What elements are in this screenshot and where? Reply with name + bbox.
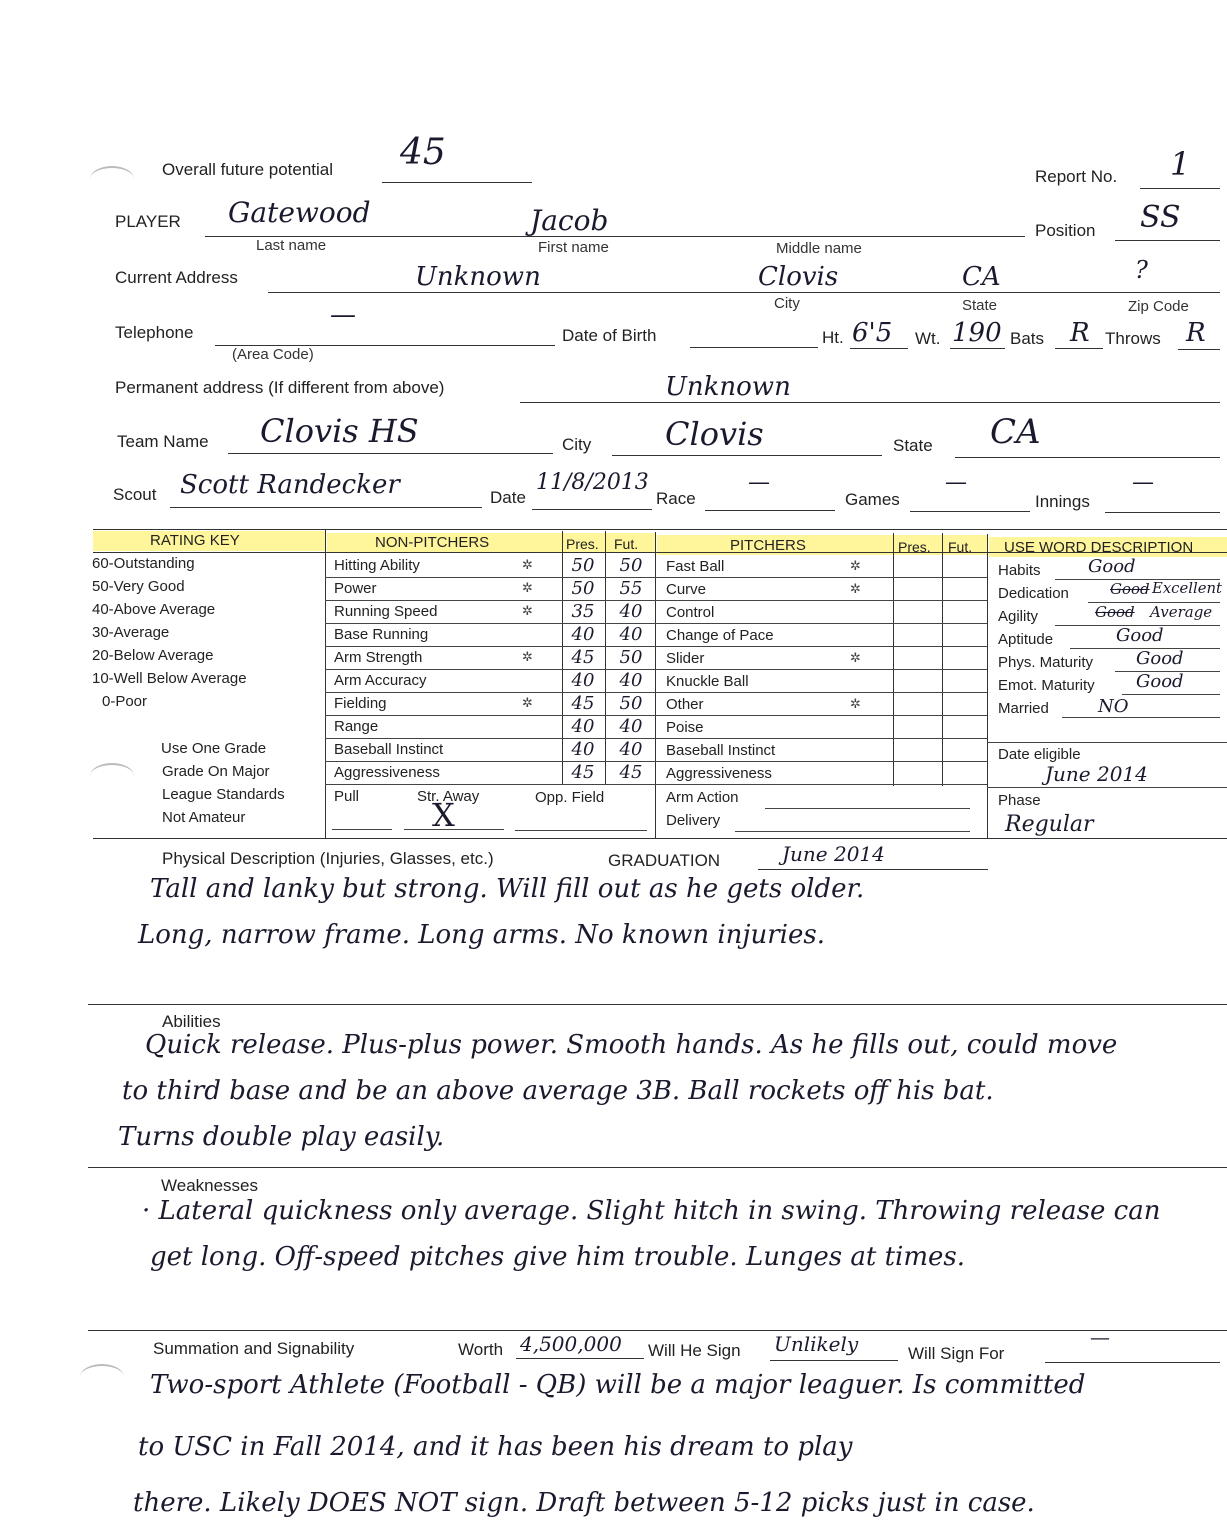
non-pitcher-fut-grade: 50: [619, 693, 643, 714]
pitcher-row-label: Fast Ball: [666, 558, 725, 575]
will-sign-value: Unlikely: [774, 1332, 859, 1356]
scout-value: Scott Randecker: [180, 470, 400, 500]
non-pitcher-fut-grade: 55: [619, 578, 643, 599]
rating-key-note: League Standards: [162, 786, 285, 803]
pitcher-row-label: Curve: [666, 581, 707, 598]
asterisk-icon: ✲: [522, 581, 533, 596]
punch-hole: [80, 1364, 124, 1390]
pitcher-row-label: Control: [666, 604, 715, 621]
word-desc-value: Good: [1088, 556, 1136, 577]
graduation-label: GRADUATION: [608, 851, 721, 870]
rating-key-item: 50-Very Good: [92, 578, 185, 595]
race-value: —: [748, 470, 770, 495]
weaknesses-line: get long. Off-speed pitches give him trouble. Lunges at times.: [150, 1242, 965, 1272]
punch-hole: [90, 166, 134, 192]
word-desc-label: Emot. Maturity: [998, 677, 1095, 694]
rating-key-item: 60-Outstanding: [92, 555, 195, 572]
word-desc-value: Excellent: [1152, 580, 1222, 597]
non-pitcher-fut-grade: 50: [619, 647, 643, 668]
innings-value: —: [1132, 470, 1154, 495]
will-sign-for-label: Will Sign For: [908, 1344, 1005, 1363]
permanent-address-label: Permanent address (If different from above): [115, 378, 445, 397]
weaknesses-line: · Lateral quickness only average. Slight hitch in swing. Throwing release can: [142, 1196, 1161, 1226]
rating-key-item: 30-Average: [92, 624, 170, 641]
non-pitcher-row-label: Fielding: [334, 695, 387, 712]
word-desc-value: Average: [1150, 603, 1213, 621]
non-pitcher-fut-grade: 45: [619, 762, 643, 783]
word-desc-struck-value: Good: [1095, 603, 1135, 621]
team-name-value: Clovis HS: [260, 412, 419, 450]
physical-description-line: Long, narrow frame. Long arms. No known injuries.: [138, 920, 825, 950]
weight-label: Wt.: [915, 329, 941, 348]
games-label: Games: [845, 490, 900, 509]
player-label: PLAYER: [115, 212, 181, 231]
address-state-value: CA: [962, 262, 1001, 292]
word-desc-value: Good: [1136, 671, 1184, 692]
punch-hole: [90, 763, 134, 789]
pitcher-row-label: Change of Pace: [666, 627, 774, 644]
pitcher-row-label: Aggressiveness: [666, 765, 772, 782]
asterisk-icon: ✲: [850, 582, 861, 597]
will-sign-label: Will He Sign: [648, 1341, 741, 1360]
zip-caption: Zip Code: [1128, 298, 1189, 315]
word-desc-label: Dedication: [998, 585, 1069, 602]
permanent-address-value: Unknown: [665, 372, 791, 402]
abilities-line: Turns double play easily.: [118, 1122, 445, 1152]
non-pitcher-fut-grade: 40: [619, 624, 643, 645]
player-last-name: Gatewood: [228, 196, 371, 229]
opposite-field-label: Opp. Field: [535, 789, 605, 806]
asterisk-icon: ✲: [850, 559, 861, 574]
non-pitcher-row-label: Running Speed: [334, 603, 438, 620]
position-label: Position: [1035, 221, 1096, 240]
asterisk-icon: ✲: [850, 697, 861, 712]
rating-key-item: 10-Well Below Average: [92, 670, 247, 687]
non-pitcher-row-label: Range: [334, 718, 379, 735]
straight-away-mark: X: [432, 796, 455, 834]
area-code-caption: (Area Code): [232, 346, 314, 363]
weight-value: 190: [952, 318, 1002, 348]
last-name-caption: Last name: [256, 237, 327, 254]
pitcher-row-label: Poise: [666, 719, 704, 736]
throws-value: R: [1186, 318, 1206, 348]
pull-label: Pull: [334, 788, 360, 805]
position-value: SS: [1140, 200, 1181, 235]
non-pitcher-row-label: Power: [334, 580, 377, 597]
rating-key-item: 0-Poor: [102, 693, 148, 710]
address-city-value: Clovis: [758, 262, 839, 292]
non-pitcher-pres-grade: 50: [571, 555, 595, 576]
arm-action-label: Arm Action: [666, 789, 739, 806]
pitcher-row-label: Baseball Instinct: [666, 742, 776, 759]
non-pitchers-pres-header: Pres.: [566, 536, 599, 552]
date-eligible-label: Date eligible: [998, 746, 1081, 763]
straight-away-label: Str. Away: [417, 788, 480, 805]
phase-label: Phase: [998, 792, 1041, 809]
will-sign-for-value: —: [1090, 1325, 1110, 1349]
summation-line: to USC in Fall 2014, and it has been his dream to play: [138, 1432, 853, 1462]
worth-label: Worth: [458, 1340, 504, 1359]
player-first-name: Jacob: [530, 204, 609, 237]
height-value: 6'5: [852, 318, 893, 348]
non-pitcher-pres-grade: 40: [571, 716, 595, 737]
report-no-value: 1: [1170, 145, 1191, 183]
physical-description-label: Physical Description (Injuries, Glasses, etc.): [162, 849, 494, 868]
word-desc-label: Phys. Maturity: [998, 654, 1094, 671]
race-label: Race: [656, 489, 696, 508]
non-pitcher-fut-grade: 40: [619, 739, 643, 760]
non-pitcher-pres-grade: 40: [571, 739, 595, 760]
abilities-line: Quick release. Plus-plus power. Smooth hands. As he fills out, could move: [145, 1030, 1118, 1060]
non-pitcher-pres-grade: 40: [571, 670, 595, 691]
summation-label: Summation and Signability: [153, 1339, 355, 1358]
games-value: —: [945, 470, 967, 495]
overall-potential-value: 45: [400, 132, 446, 173]
non-pitcher-fut-grade: 40: [619, 670, 643, 691]
date-eligible-value: June 2014: [1045, 762, 1148, 786]
rating-key-item: 20-Below Average: [92, 647, 214, 664]
asterisk-icon: ✲: [522, 696, 533, 711]
delivery-label: Delivery: [666, 812, 721, 829]
overall-potential-label: Overall future potential: [162, 160, 334, 179]
non-pitcher-row-label: Base Running: [334, 626, 429, 643]
pitcher-row-label: Slider: [666, 650, 705, 667]
pitchers-pres-header: Pres.: [898, 539, 931, 555]
non-pitcher-fut-grade: 40: [619, 716, 643, 737]
word-desc-label: Aptitude: [998, 631, 1054, 648]
word-desc-label: Married: [998, 700, 1049, 717]
asterisk-icon: ✲: [522, 604, 533, 619]
non-pitcher-row-label: Arm Strength: [334, 649, 423, 666]
height-label: Ht.: [822, 328, 844, 347]
word-description-header: USE WORD DESCRIPTION: [1004, 539, 1194, 556]
scout-date-label: Date: [490, 488, 526, 507]
city-caption: City: [774, 295, 800, 312]
rating-key-item: 40-Above Average: [92, 601, 216, 618]
bats-label: Bats: [1010, 329, 1045, 348]
innings-label: Innings: [1035, 492, 1090, 511]
summation-line: Two-sport Athlete (Football - QB) will be a major leaguer. Is committed: [150, 1370, 1086, 1400]
non-pitcher-pres-grade: 45: [571, 647, 595, 668]
scout-label: Scout: [113, 485, 157, 504]
non-pitcher-row-label: Hitting Ability: [334, 557, 420, 574]
graduation-value: June 2014: [782, 842, 885, 866]
phase-value: Regular: [1005, 812, 1094, 837]
word-desc-value: Good: [1116, 625, 1164, 646]
non-pitcher-row-label: Baseball Instinct: [334, 741, 444, 758]
abilities-line: to third base and be an above average 3B. Ball rockets off his bat.: [122, 1076, 994, 1106]
team-state-value: CA: [990, 412, 1041, 452]
word-desc-value: Good: [1136, 648, 1184, 669]
team-city-label: City: [562, 435, 592, 454]
telephone-label: Telephone: [115, 323, 194, 342]
non-pitcher-fut-grade: 40: [619, 601, 643, 622]
asterisk-icon: ✲: [522, 558, 533, 573]
word-desc-label: Habits: [998, 562, 1041, 579]
team-state-label: State: [893, 436, 933, 455]
current-address-value: Unknown: [415, 262, 541, 292]
asterisk-icon: ✲: [522, 650, 533, 665]
pitcher-row-label: Other: [666, 696, 704, 713]
word-desc-label: Agility: [998, 608, 1039, 625]
first-name-caption: First name: [538, 239, 609, 256]
team-name-label: Team Name: [117, 432, 209, 451]
abilities-label: Abilities: [162, 1012, 221, 1031]
address-zip-value: ?: [1135, 256, 1148, 284]
non-pitcher-pres-grade: 50: [571, 578, 595, 599]
pitchers-header: PITCHERS: [730, 537, 806, 554]
throws-label: Throws: [1105, 329, 1161, 348]
non-pitcher-pres-grade: 45: [571, 762, 595, 783]
weaknesses-label: Weaknesses: [161, 1176, 259, 1195]
non-pitcher-row-label: Arm Accuracy: [334, 672, 427, 689]
summation-line: there. Likely DOES NOT sign. Draft between 5-12 picks just in case.: [133, 1488, 1035, 1518]
current-address-label: Current Address: [115, 268, 238, 287]
non-pitcher-pres-grade: 45: [571, 693, 595, 714]
middle-name-caption: Middle name: [776, 240, 862, 257]
physical-description-line: Tall and lanky but strong. Will fill out as he gets older.: [150, 874, 865, 904]
non-pitcher-row-label: Aggressiveness: [334, 764, 440, 781]
asterisk-icon: ✲: [850, 651, 861, 666]
word-desc-value: NO: [1098, 696, 1129, 717]
word-desc-struck-value: Good: [1110, 580, 1150, 598]
team-city-value: Clovis: [665, 415, 764, 453]
non-pitcher-fut-grade: 50: [619, 555, 643, 576]
rating-key-header: RATING KEY: [150, 532, 240, 549]
rating-key-note: Use One Grade: [161, 740, 267, 757]
non-pitchers-fut-header: Fut.: [614, 536, 639, 552]
pitcher-row-label: Knuckle Ball: [666, 673, 749, 690]
telephone-value: —: [330, 300, 356, 330]
non-pitcher-pres-grade: 40: [571, 624, 595, 645]
dob-label: Date of Birth: [562, 326, 657, 345]
rating-key-note: Not Amateur: [162, 809, 246, 826]
state-caption: State: [962, 297, 998, 314]
pitchers-fut-header: Fut.: [948, 539, 973, 555]
report-no-label: Report No.: [1035, 167, 1118, 186]
worth-value: 4,500,000: [520, 1332, 622, 1356]
non-pitchers-header: NON-PITCHERS: [375, 534, 490, 551]
rating-key-note: Grade On Major: [162, 763, 270, 780]
bats-value: R: [1070, 318, 1090, 348]
non-pitcher-pres-grade: 35: [571, 601, 595, 622]
scout-date-value: 11/8/2013: [536, 470, 649, 495]
